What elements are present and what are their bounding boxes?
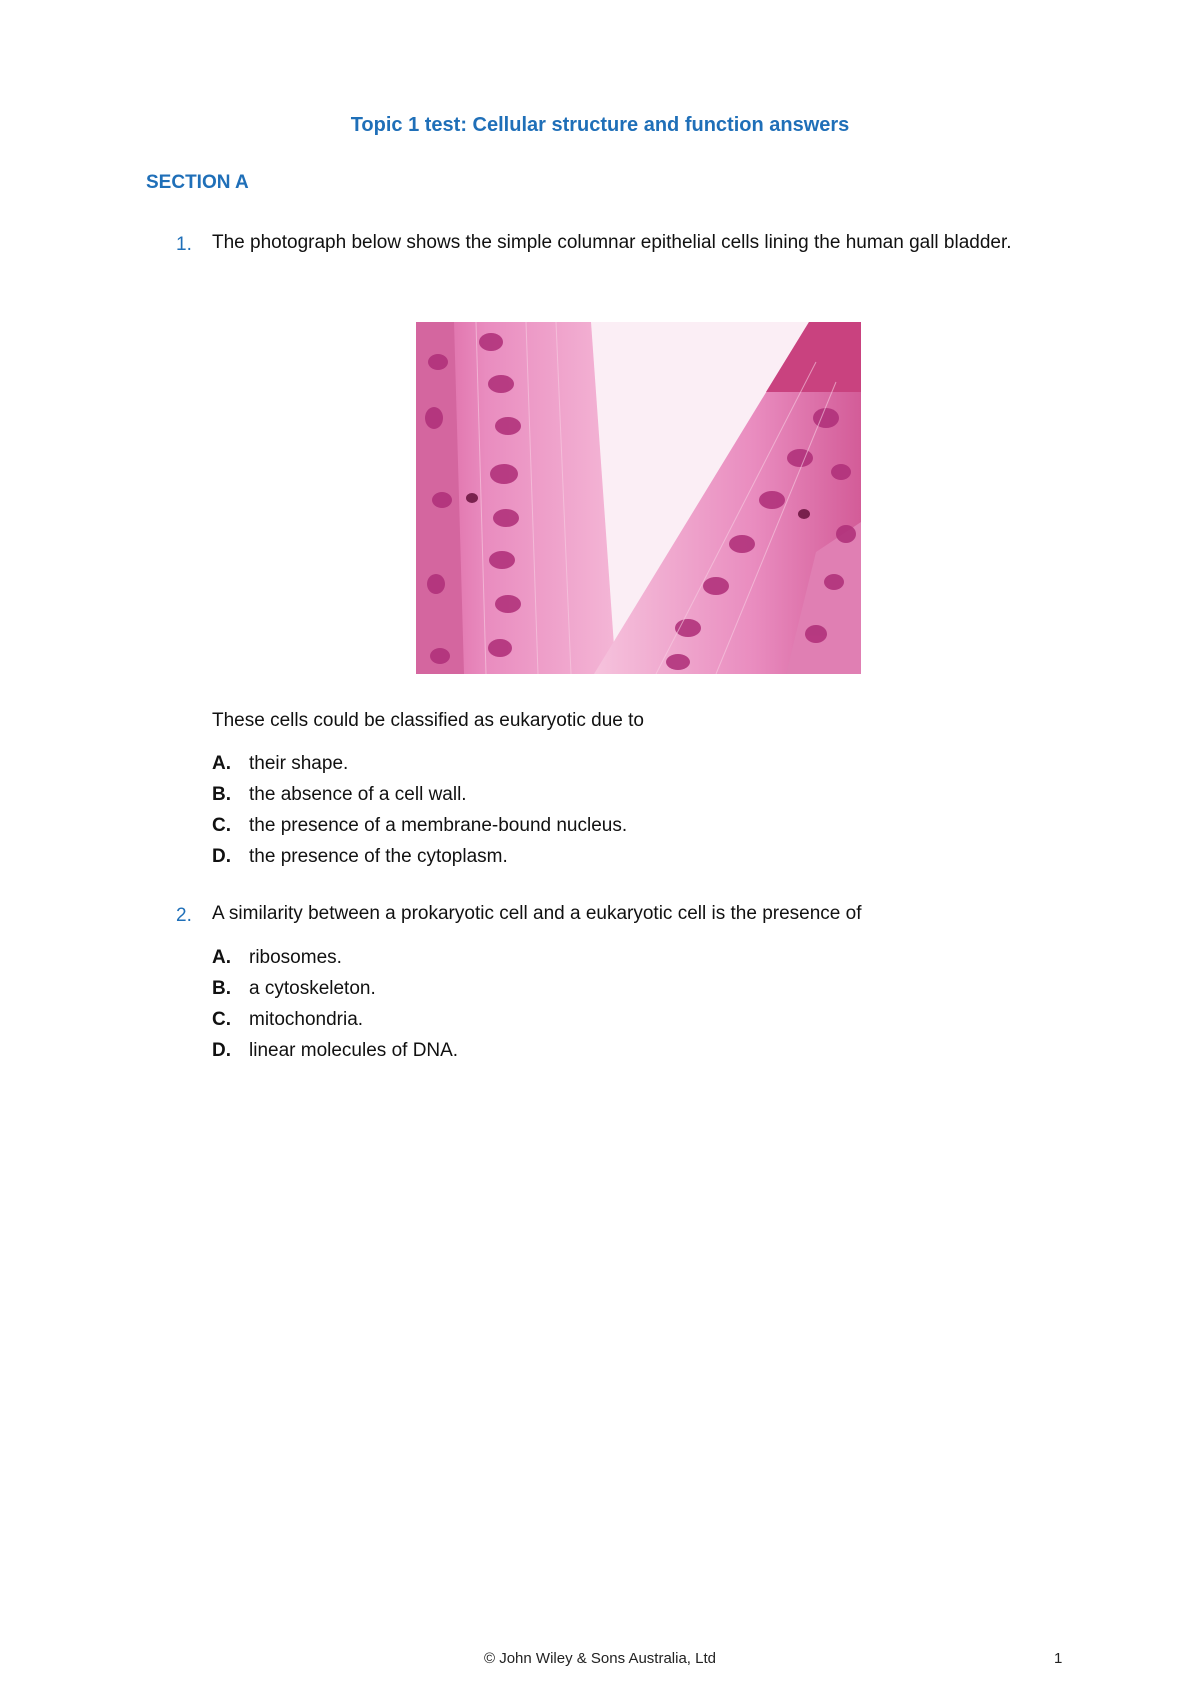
option-text: their shape.	[249, 752, 349, 774]
question-1-text: The photograph below shows the simple columnar epithelial cells lining the human gall bladder.	[212, 232, 1012, 253]
option-text: a cytoskeleton.	[249, 977, 376, 999]
question-1-options	[212, 748, 627, 872]
option-text: the presence of a membrane-bound nucleus.	[249, 814, 628, 836]
question-2-option-c	[212, 1004, 458, 1035]
option-letter: A.	[212, 752, 231, 774]
option-text: the absence of a cell wall.	[249, 783, 467, 805]
question-2-option-d	[212, 1035, 458, 1066]
page-number: 1	[1054, 1650, 1063, 1667]
option-letter: B.	[212, 977, 231, 999]
option-text: the presence of the cytoplasm.	[249, 845, 508, 867]
option-letter: C.	[212, 1008, 231, 1030]
question-2-option-a	[212, 942, 458, 973]
epithelial-cells-photo	[416, 322, 861, 674]
option-text: mitochondria.	[249, 1008, 364, 1030]
option-letter: D.	[212, 1039, 231, 1061]
question-1-stem: These cells could be classified as eukaryotic due to	[212, 710, 644, 731]
option-text: linear molecules of DNA.	[249, 1039, 459, 1061]
question-2-option-b	[212, 973, 458, 1004]
question-1-number: 1.	[176, 234, 192, 255]
question-1-option-a	[212, 748, 627, 779]
question-1-option-c	[212, 810, 627, 841]
footer-copyright: © John Wiley & Sons Australia, Ltd	[484, 1650, 716, 1667]
option-letter: B.	[212, 783, 231, 805]
page-title: Topic 1 test: Cellular structure and function answers	[350, 114, 850, 136]
section-heading: SECTION A	[146, 172, 249, 193]
question-1-option-d	[212, 841, 627, 872]
question-2-text: A similarity between a prokaryotic cell and a eukaryotic cell is the presence of	[212, 903, 862, 924]
option-letter: D.	[212, 845, 231, 867]
question-2-number: 2.	[176, 905, 192, 926]
option-letter: C.	[212, 814, 231, 836]
option-text: ribosomes.	[249, 946, 342, 968]
option-letter: A.	[212, 946, 231, 968]
question-2-options	[212, 942, 458, 1066]
question-1-option-b	[212, 779, 627, 810]
